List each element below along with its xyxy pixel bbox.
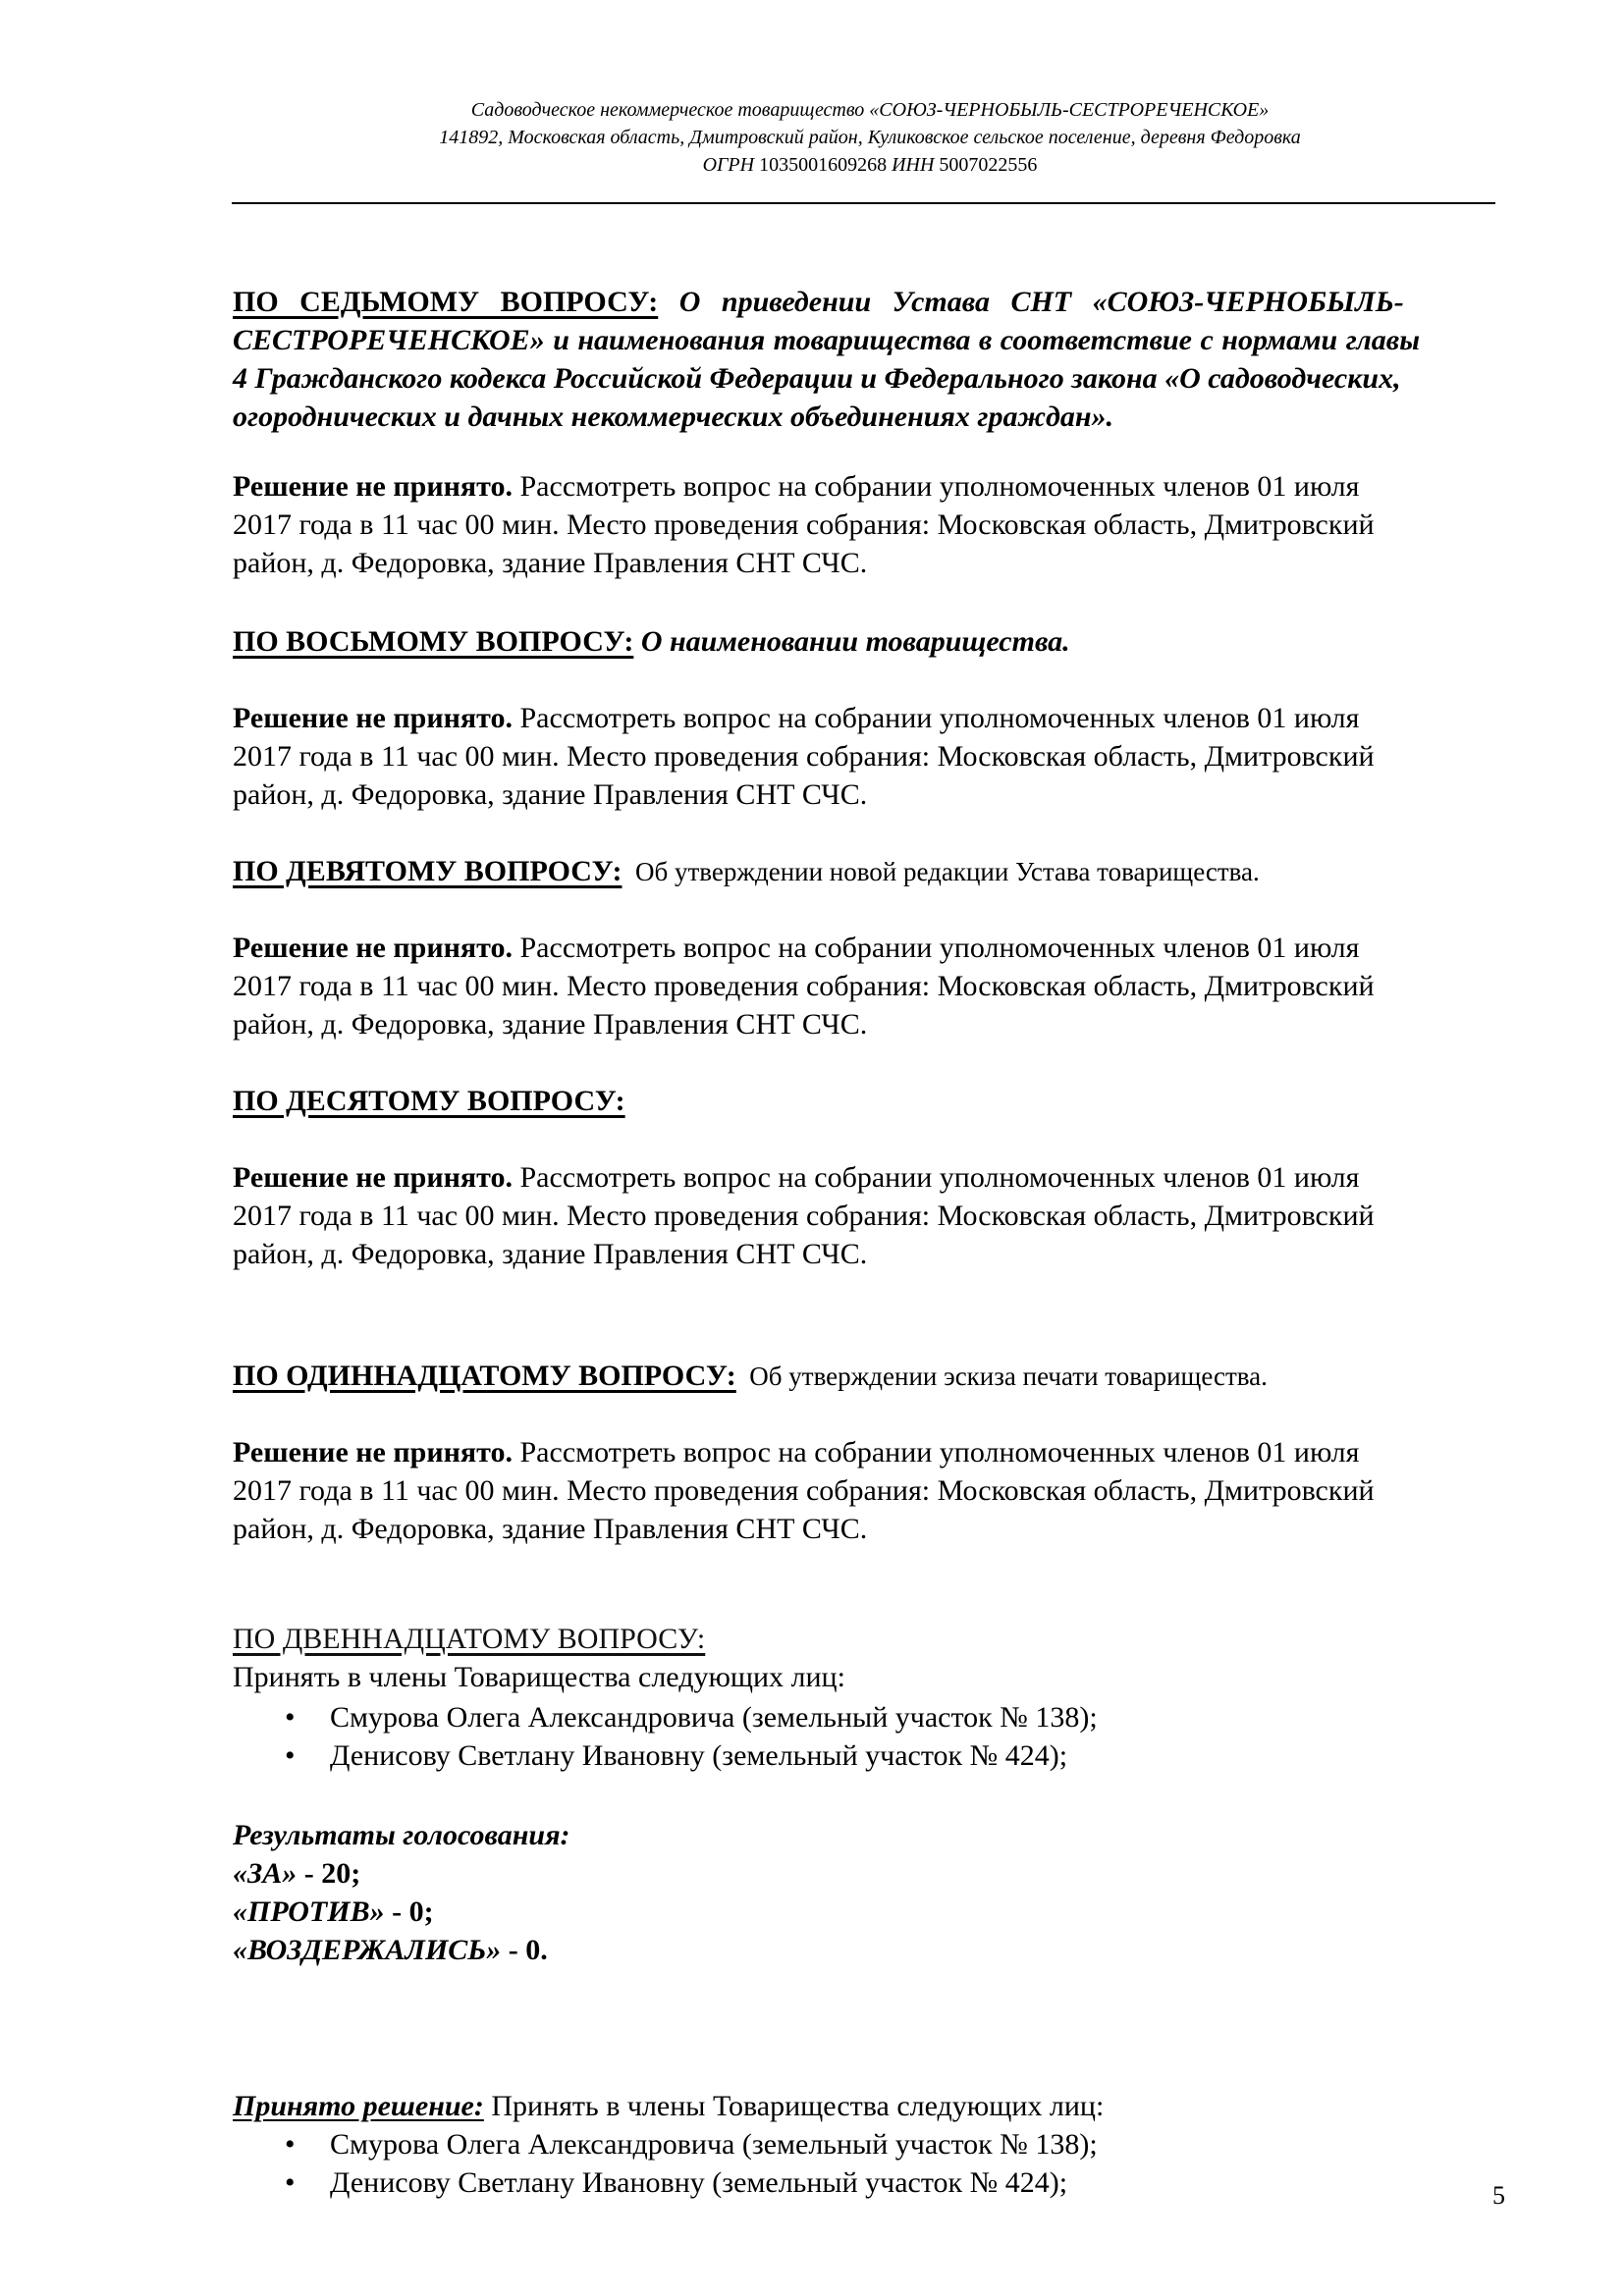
decision-11-line3: район, д. Федоровка, здание Правления СНТ СЧС. [233, 1513, 868, 1545]
page-number: 5 [1492, 2181, 1505, 2210]
decision-7-line1: Рассмотреть вопрос на собрании уполномоченных членов 01 июля [513, 470, 1360, 503]
question-7 [233, 283, 1507, 436]
bullet-icon: • [285, 2166, 296, 2199]
question-7-subject-1: О приведении Устава СНТ «СОЮЗ-ЧЕРНОБЫЛЬ- [658, 286, 1404, 318]
accepted-list-item [285, 2163, 1067, 2202]
question-12-heading: ПО ДВЕННАДЦАТОМУ ВОПРОСУ: [233, 1623, 706, 1655]
header-org-name: Садоводческое некоммерческое товарищество «СОЮЗ-ЧЕРНОБЫЛЬ-СЕСТРОРЕЧЕНСКОЕ» [470, 99, 1270, 121]
question-10 [233, 1082, 1507, 1120]
decision-10-line2: 2017 года в 11 час 00 мин. Место проведения собрания: Московская область, Дмитровский [233, 1200, 1375, 1232]
question-10-heading: ПО ДЕСЯТОМУ ВОПРОСУ: [233, 1085, 625, 1117]
question-7-heading: ПО СЕДЬМОМУ ВОПРОСУ: [233, 286, 659, 318]
vote-for: «ЗА» - 20; [233, 1857, 361, 1890]
vote-abstain: «ВОЗДЕРЖАЛИСЬ» - 0. [233, 1934, 548, 1966]
decision-11-line1: Рассмотреть вопрос на собрании уполномоченных членов 01 июля [513, 1436, 1360, 1468]
question-9-heading: ПО ДЕВЯТОМУ ВОПРОСУ: [233, 855, 623, 887]
list-item-text: Смурова Олега Александровича (земельный участок № 138); [330, 2128, 1098, 2161]
header-divider [232, 202, 1495, 204]
question-12-list-item [285, 1736, 1067, 1775]
decision-7 [233, 467, 1507, 582]
bullet-icon: • [285, 1739, 296, 1772]
decision-9 [233, 929, 1507, 1043]
question-11 [233, 1357, 1507, 1396]
header-registration [233, 151, 1507, 179]
decision-8 [233, 699, 1507, 814]
decision-8-line2: 2017 года в 11 час 00 мин. Место проведения собрания: Московская область, Дмитровский [233, 740, 1375, 773]
question-12-list-item [285, 1698, 1098, 1736]
question-12 [233, 1620, 1507, 1696]
inn-value: 5007022556 [939, 154, 1038, 176]
question-12-intro: Принять в члены Товарищества следующих лиц: [233, 1661, 845, 1693]
list-item-text: Смурова Олега Александровича (земельный участок № 138); [330, 1701, 1098, 1734]
accepted-text: Принять в члены Товарищества следующих лиц: [483, 2090, 1105, 2122]
question-8-heading: ПО ВОСЬМОМУ ВОПРОСУ: [233, 625, 634, 658]
decision-9-line3: район, д. Федоровка, здание Правления СНТ СЧС. [233, 1008, 868, 1041]
decision-8-status: Решение не принято. [233, 702, 513, 734]
ogrn-label: ОГРН [702, 154, 755, 176]
decision-9-status: Решение не принято. [233, 932, 513, 964]
list-item-text: Денисову Светлану Ивановну (земельный участок № 424); [330, 1739, 1068, 1772]
question-7-subject-2: СЕСТРОРЕЧЕНСКОЕ» и наименования товарищества в соответствие с нормами главы [233, 324, 1421, 356]
voting-results [233, 1816, 1507, 1969]
header-address: 141892, Московская область, Дмитровский район, Куликовское сельское поселение, деревня Федоровка [439, 127, 1301, 148]
decision-9-line2: 2017 года в 11 час 00 мин. Место проведения собрания: Московская область, Дмитровский [233, 970, 1375, 1002]
inn-label: ИНН [892, 154, 935, 176]
decision-11-status: Решение не принято. [233, 1436, 513, 1468]
list-item-text: Денисову Светлану Ивановну (земельный участок № 424); [330, 2166, 1068, 2199]
question-7-subject-3: 4 Гражданского кодекса Российской Федерации и Федерального закона «О садоводческих, [233, 362, 1401, 395]
question-11-heading: ПО ОДИННАДЦАТОМУ ВОПРОСУ: [233, 1360, 736, 1392]
decision-9-line1: Рассмотреть вопрос на собрании уполномоченных членов 01 июля [513, 932, 1360, 964]
decision-10 [233, 1158, 1507, 1273]
decision-8-line1: Рассмотреть вопрос на собрании уполномоченных членов 01 июля [513, 702, 1360, 734]
vote-against: «ПРОТИВ» - 0; [233, 1896, 434, 1928]
question-9 [233, 852, 1507, 891]
bullet-icon: • [285, 1701, 296, 1734]
decision-11-line2: 2017 года в 11 час 00 мин. Место проведения собрания: Московская область, Дмитровский [233, 1474, 1375, 1507]
question-11-subject: Об утверждении эскиза печати товарищества. [735, 1362, 1268, 1391]
decision-7-line3: район, д. Федоровка, здание Правления СНТ СЧС. [233, 547, 868, 579]
question-8 [233, 622, 1507, 661]
question-9-subject: Об утверждении новой редакции Устава товарищества. [622, 857, 1260, 886]
decision-10-line3: район, д. Федоровка, здание Правления СНТ СЧС. [233, 1238, 868, 1270]
decision-10-line1: Рассмотреть вопрос на собрании уполномоченных членов 01 июля [513, 1161, 1360, 1194]
accepted-list-item [285, 2125, 1098, 2163]
accepted-decision [233, 2087, 1507, 2125]
decision-8-line3: район, д. Федоровка, здание Правления СНТ СЧС. [233, 778, 868, 811]
voting-title: Результаты голосования: [233, 1819, 570, 1851]
ogrn-value: 1035001609268 [759, 154, 888, 176]
decision-10-status: Решение не принято. [233, 1161, 513, 1194]
question-8-subject: О наименовании товарищества. [633, 625, 1070, 658]
decision-7-line2: 2017 года в 11 час 00 мин. Место проведения собрания: Московская область, Дмитровский [233, 508, 1375, 541]
accepted-label: Принято решение: [233, 2090, 484, 2122]
bullet-icon: • [285, 2128, 296, 2161]
decision-11 [233, 1433, 1507, 1548]
question-7-subject-4: огороднических и дачных некоммерческих объединениях граждан». [233, 400, 1114, 433]
decision-7-status: Решение не принято. [233, 470, 513, 503]
